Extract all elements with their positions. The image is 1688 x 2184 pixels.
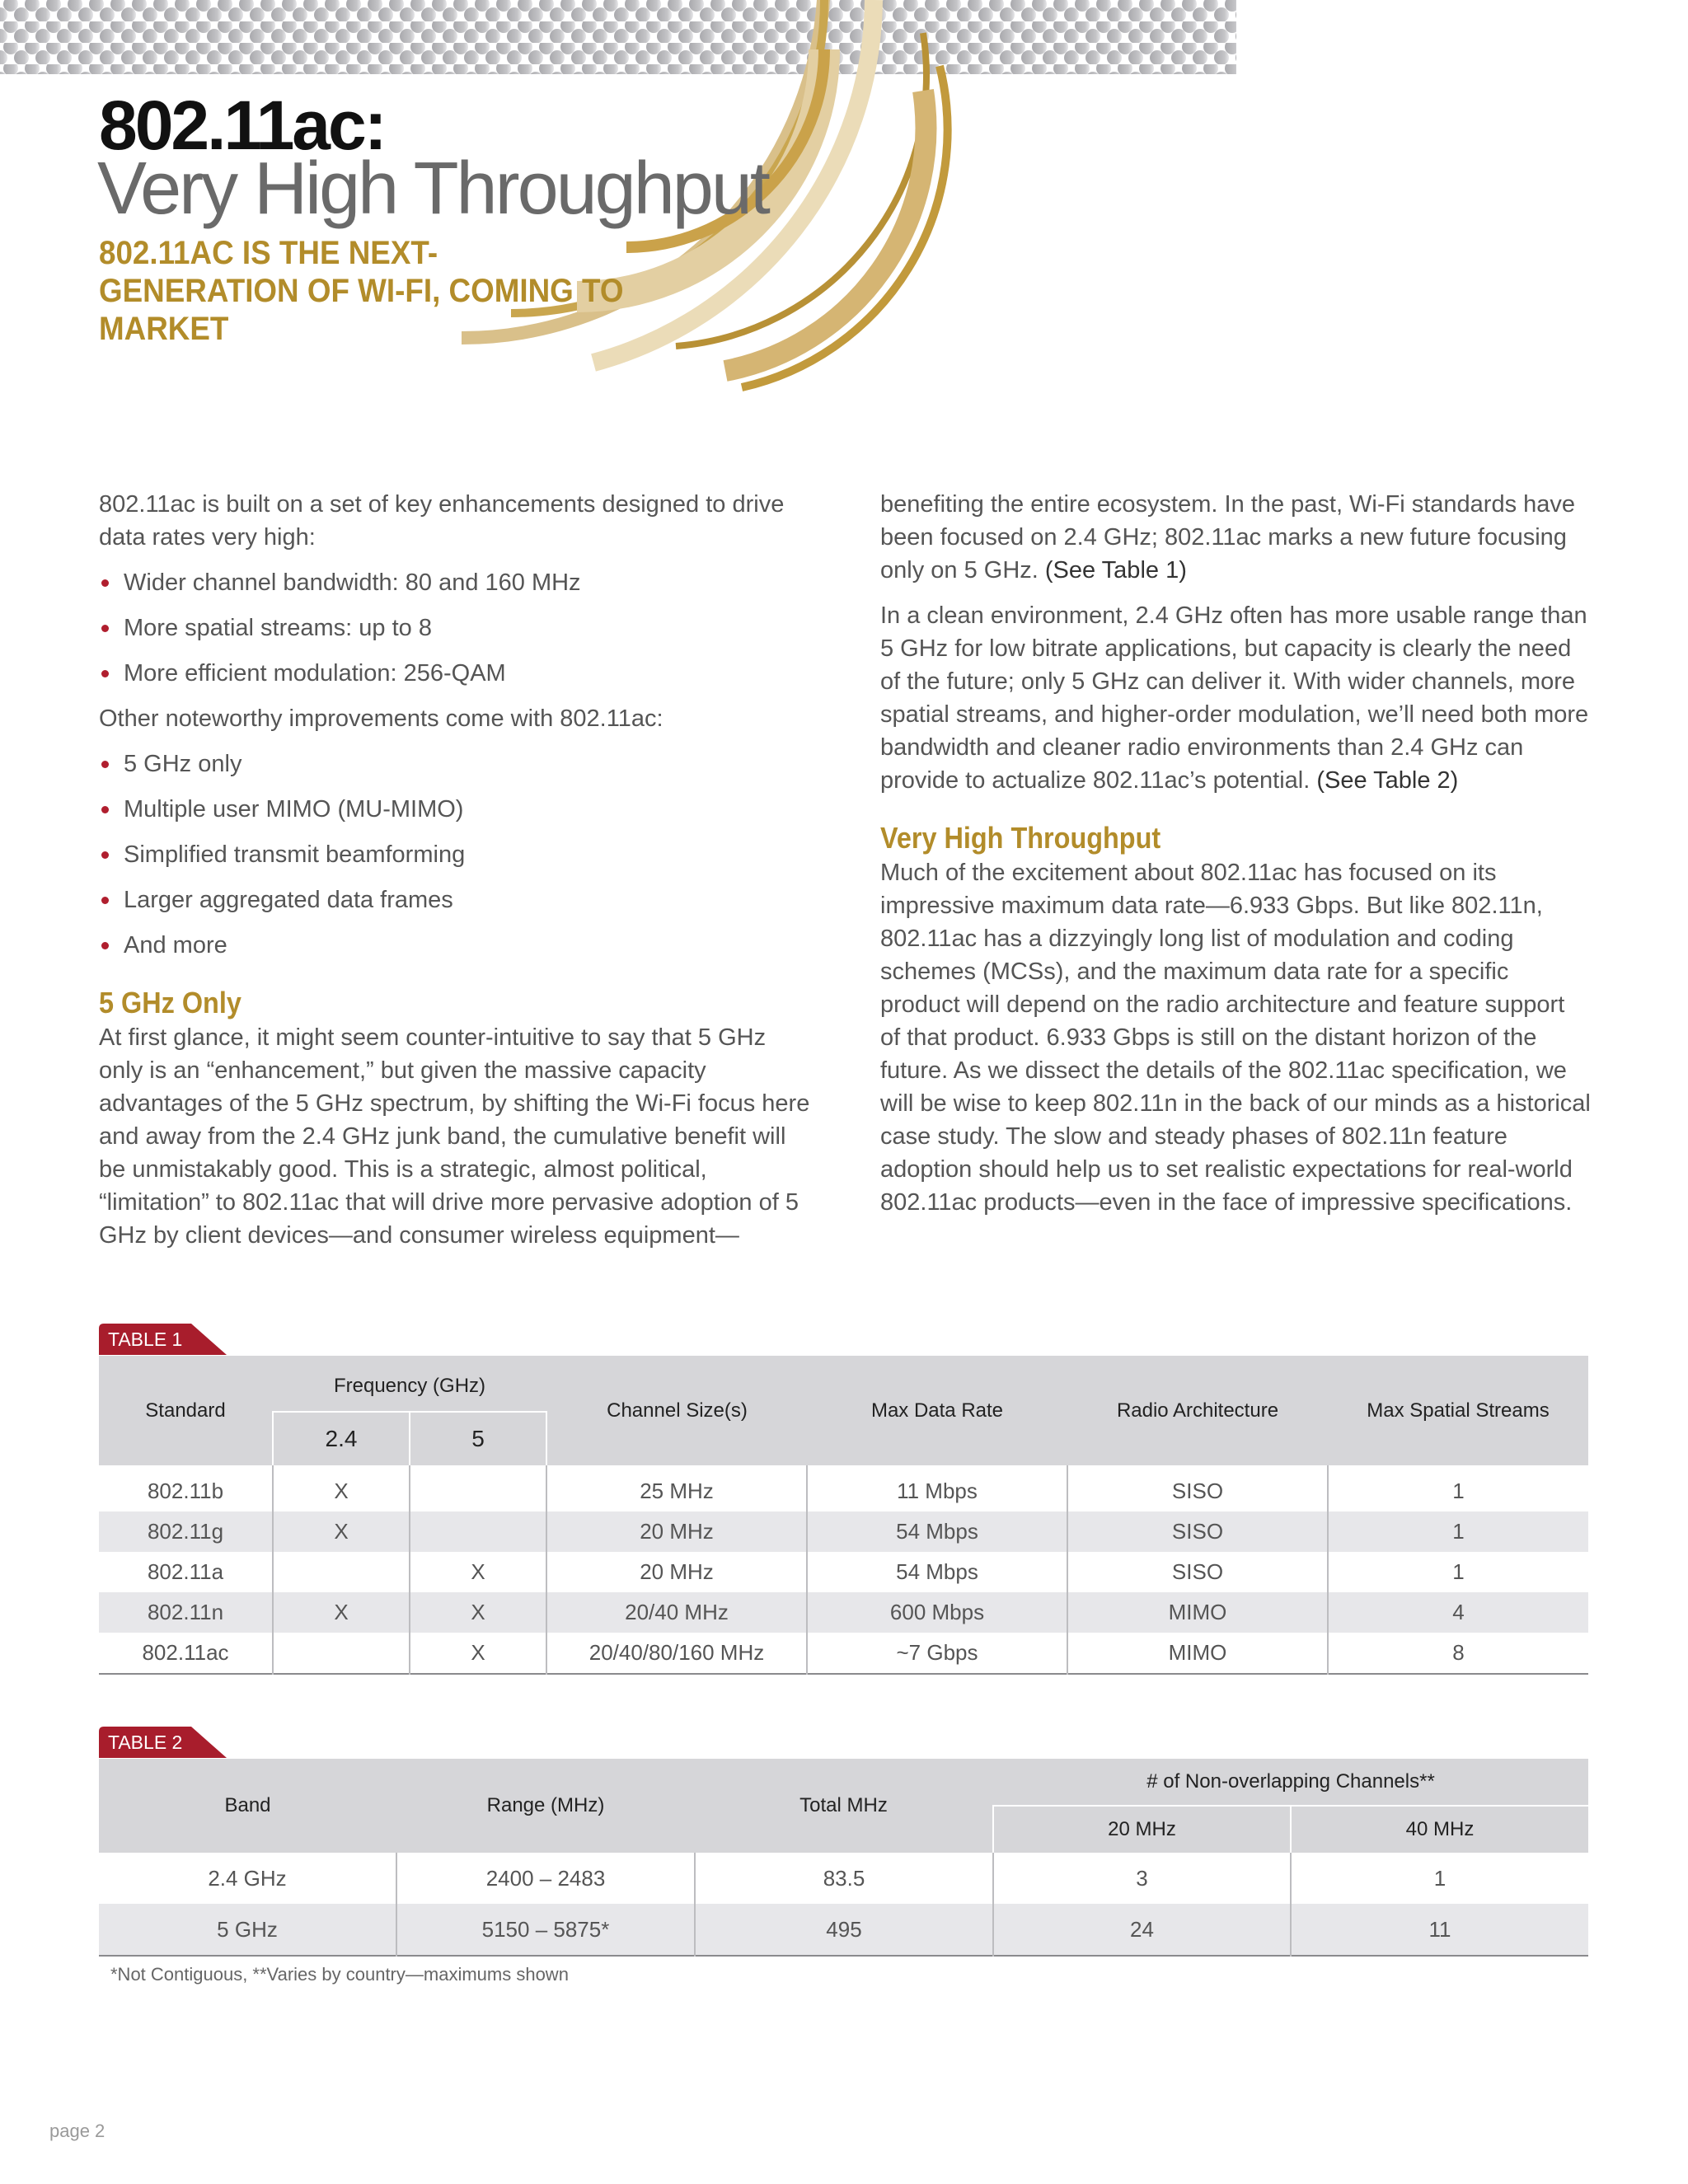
table-cell: 25 MHz [546,1465,807,1511]
table-cell: 11 [1291,1904,1588,1956]
table1-reference-link[interactable]: (See Table 1) [1044,557,1187,583]
other-intro-paragraph: Other noteworthy improvements come with 802.11ac: [99,705,663,732]
table-cell: 1 [1291,1853,1588,1904]
column-subheader: 40 MHz [1291,1806,1588,1853]
paragraph-text: In a clean environment, 2.4 GHz often has more usable range than 5 GHz for low bitrate applications, but capacity is clearly the need of the future; only 5 GHz can deliver it. With wider channels, more spatial streams, and higher-order modulation, we’ll need both more bandwidth and cleaner radio environments than 2.4 GHz can provide to actualize 802.11ac’s potential. [880,602,1589,794]
list-item: Simplified transmit beamforming [99,838,816,871]
table-cell: 20/40/80/160 MHz [546,1633,807,1674]
table-cell: 20 MHz [546,1552,807,1592]
column-header: # of Non-overlapping Channels** [993,1759,1588,1806]
page-number: page 2 [49,2121,106,2141]
table-row [99,1853,1588,1904]
table-cell [410,1465,546,1511]
column-subheader: 20 MHz [993,1806,1291,1853]
paragraph-text: benefiting the entire ecosystem. In the past, Wi-Fi standards have been focused on 2.4 GHz; 802.11ac marks a new future focusing only on 5 GHz. [880,491,1576,583]
table-cell: MIMO [1067,1633,1328,1674]
list-item: Larger aggregated data frames [99,883,816,916]
table-cell: 802.11ac [142,1640,229,1665]
table-cell: SISO [1067,1552,1328,1592]
table-row [99,1511,1588,1552]
column-header: Max Spatial Streams [1328,1356,1588,1465]
table-cell: SISO [1067,1511,1328,1552]
table-cell: X [273,1465,410,1511]
table-cell: 802.11b [147,1479,224,1503]
table2 [99,1759,1588,1957]
column-subheader: 5 [410,1412,546,1465]
table-cell [273,1633,410,1674]
left-column [99,488,816,1264]
table1 [99,1356,1588,1675]
table1-label-tab [99,1324,227,1355]
key-enhancements-list [99,566,816,690]
column-header: Range (MHz) [396,1759,695,1853]
table-cell: 2400 – 2483 [396,1853,695,1904]
continued-paragraph [880,488,1591,587]
table-cell: 802.11g [99,1511,273,1552]
table-cell: 802.11a [147,1559,224,1584]
table2-reference-link[interactable]: (See Table 2) [1316,767,1459,794]
table-cell: 5150 – 5875* [396,1904,695,1956]
column-header: Radio Architecture [1067,1356,1328,1465]
list-item: Multiple user MIMO (MU-MIMO) [99,793,816,826]
dot-pattern-decoration [0,0,1236,79]
capacity-paragraph [880,599,1591,797]
table-cell: 20 MHz [546,1511,807,1552]
other-improvements-list [99,748,816,962]
table-cell: 495 [695,1904,993,1956]
table-cell: 2.4 GHz [208,1865,287,1891]
table-cell: X [273,1592,410,1633]
table-row [99,1904,1588,1956]
column-header: Standard [99,1356,273,1465]
table-cell: 5 GHz [99,1904,396,1956]
page-title: 802.11ac: [99,87,385,164]
table-cell: 54 Mbps [807,1552,1067,1592]
table-cell: 24 [993,1904,1291,1956]
table-row [99,1633,1588,1674]
table-cell: 1 [1328,1511,1588,1552]
table1-label: TABLE 1 [108,1329,183,1350]
list-item: 5 GHz only [99,748,816,780]
list-item: More efficient modulation: 256-QAM [99,657,816,690]
table-cell: MIMO [1067,1592,1328,1633]
table-cell: 20/40 MHz [546,1592,807,1633]
table-cell: 4 [1328,1592,1588,1633]
table-row [99,1465,1588,1511]
section-body-5ghz: At first glance, it might seem counter-intuitive to say that 5 GHz only is an “enhancement,” but given the massive capacity advantages of the 5 GHz spectrum, by shifting the Wi-Fi focus here and away from the 2.4 GHz junk band, the cumulative benefit will be unmistakably good. This is a strategic, almost political, “limitation” to 802.11ac that will drive more pervasive adoption of 5 GHz by client devices—and consumer wireless equipment— [99,1024,810,1249]
column-header: Band [99,1759,396,1853]
list-item: More spatial streams: up to 8 [99,612,816,644]
table-cell [273,1552,410,1592]
table-cell: ~7 Gbps [807,1633,1067,1674]
list-item: Wider channel bandwidth: 80 and 160 MHz [99,566,816,599]
table-cell: 83.5 [695,1853,993,1904]
table-cell: X [410,1552,546,1592]
table2-footnote: *Not Contiguous, **Varies by country—maximums shown [110,1964,569,1985]
table-cell: SISO [1067,1465,1328,1511]
column-header: Max Data Rate [807,1356,1067,1465]
table-cell: 802.11n [99,1592,273,1633]
list-item: And more [99,929,816,962]
column-header: Frequency (GHz) [273,1356,546,1412]
table-cell: 1 [1328,1552,1588,1592]
section-heading-vht: Very High Throughput [880,821,1161,855]
page-subtitle: 802.11AC IS THE NEXT-GENERATION OF WI-FI, COMING TO MARKET [99,235,624,347]
section-heading-5ghz: 5 GHz Only [99,986,241,1019]
column-subheader: 2.4 [273,1412,410,1465]
table-cell: X [410,1633,546,1674]
table-row [99,1552,1588,1592]
section-body-vht: Much of the excitement about 802.11ac has focused on its impressive maximum data rate—6.933 Gbps. But like 802.11n, 802.11ac has a dizzyingly long list of modulation and coding schemes (MCSs), and the maximum data rate for a specific product will depend on the radio architecture and feature support of that product. 6.933 Gbps is still on the distant horizon of the future. As we dissect the details of the 802.11ac specification, we will be wise to keep 802.11n in the back of our minds as a historical case study. The slow and steady phases of 802.11n feature adoption should help us to set realistic expectations for real-world 802.11ac products—even in the face of impressive specifications. [880,860,1591,1216]
table-cell: 1 [1328,1465,1588,1511]
table-cell: 3 [993,1853,1291,1904]
table-row [99,1592,1588,1633]
column-header: Total MHz [695,1759,993,1853]
table-cell: X [410,1592,546,1633]
table-cell: 8 [1328,1633,1588,1674]
table-cell: 54 Mbps [807,1511,1067,1552]
table2-label-tab [99,1727,227,1758]
page-title-line2: Very High Throughput [97,148,768,230]
right-column [880,488,1591,1231]
table-cell: 600 Mbps [807,1592,1067,1633]
table-cell [410,1511,546,1552]
table-cell: 11 Mbps [807,1465,1067,1511]
table-cell: X [273,1511,410,1552]
intro-paragraph: 802.11ac is built on a set of key enhancements designed to drive data rates very high: [99,491,785,551]
table2-label: TABLE 2 [108,1732,183,1753]
column-header: Channel Size(s) [546,1356,807,1465]
